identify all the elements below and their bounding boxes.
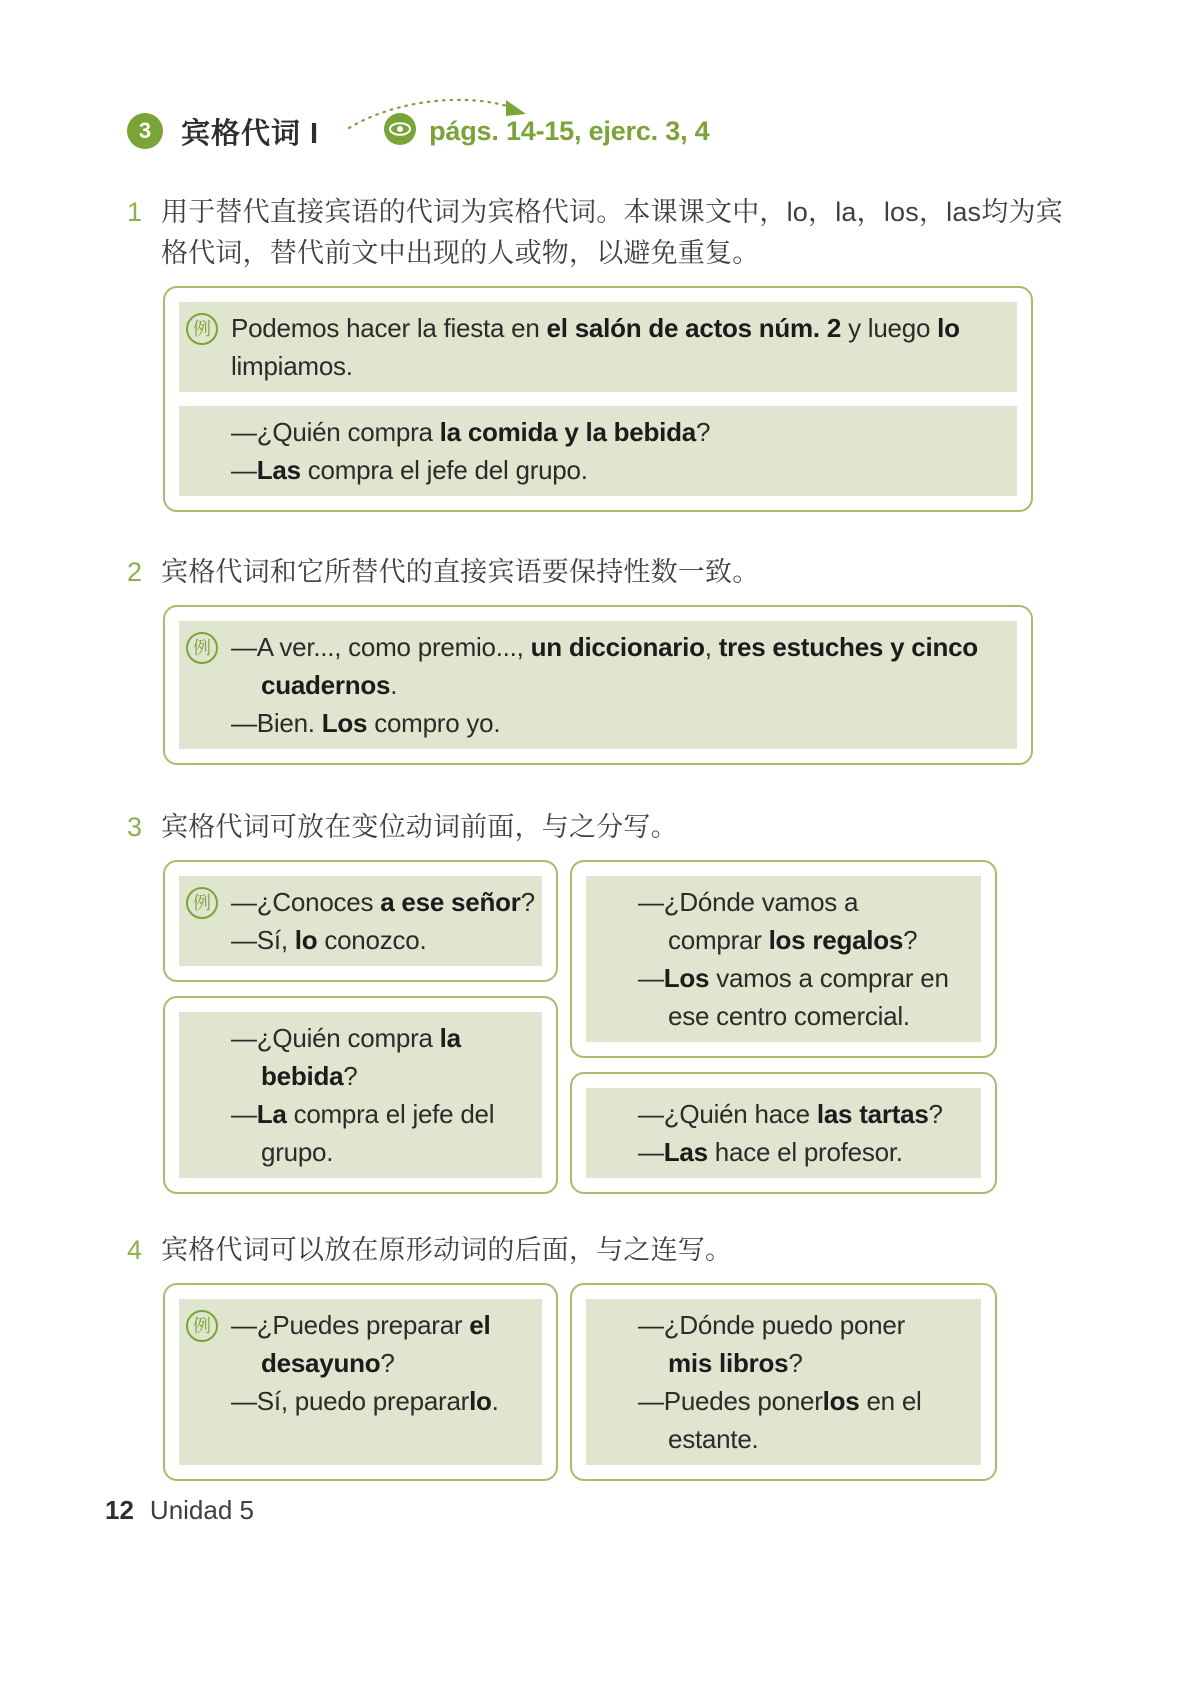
example-box-4a: [163, 1283, 558, 1481]
example-box-3a: [163, 860, 558, 982]
example-line: [668, 1344, 967, 1382]
example-block: [179, 1012, 542, 1178]
text-segment: limpiamos.: [231, 351, 353, 381]
example-block: [179, 876, 542, 966]
example-box-2: [163, 605, 1033, 765]
text-segment: —Sí, puedo preparar: [231, 1386, 470, 1416]
text-segment: estante.: [668, 1424, 759, 1454]
bold-text-segment: bebida: [261, 1061, 344, 1091]
bold-text-segment: la: [439, 1023, 461, 1053]
text-segment: en el: [859, 1386, 922, 1416]
text-segment: compra el jefe del: [286, 1099, 495, 1129]
text-segment: vamos a comprar en: [709, 963, 949, 993]
text-segment: ?: [903, 925, 918, 955]
section-4-columns: [163, 1283, 1067, 1481]
bold-text-segment: a ese señor: [380, 887, 521, 917]
example-line: [231, 883, 535, 921]
text-segment: ?: [380, 1348, 395, 1378]
bold-text-segment: tres estuches y cinco: [718, 632, 978, 662]
text-segment: ese centro comercial.: [668, 1001, 910, 1031]
page-footer: [105, 1495, 254, 1526]
example-line: [261, 1344, 528, 1382]
example-line: [231, 309, 1003, 347]
section-1-text: 用于替代直接宾语的代词为宾格代词。本课课文中，lo，la，los，las均为宾格代词，替代前文中出现的人或物，以避免重复。: [161, 197, 1063, 268]
example-line: [231, 413, 1003, 451]
example-icon: 例: [186, 632, 218, 664]
example-line: [638, 1306, 967, 1344]
bold-text-segment: desayuno: [261, 1348, 381, 1378]
example-block: [586, 1299, 981, 1465]
bold-text-segment: las tartas: [816, 1099, 929, 1129]
text-segment: —¿Quién compra: [231, 1023, 440, 1053]
section-4-heading: [127, 1230, 1067, 1271]
section-2-text: 宾格代词和它所替代的直接宾语要保持性数一致。: [161, 557, 760, 587]
example-icon: 例: [186, 1310, 218, 1342]
example-line: [638, 1133, 967, 1171]
section-3-left-column: [163, 860, 558, 1194]
example-line: [638, 1095, 967, 1133]
text-segment: —Sí,: [231, 925, 295, 955]
example-line: [231, 704, 1003, 742]
text-segment: —¿Puedes preparar: [231, 1310, 470, 1340]
text-segment: .: [390, 670, 398, 700]
text-segment: ,: [704, 632, 719, 662]
example-block: [179, 406, 1017, 496]
text-segment: ?: [520, 887, 535, 917]
example-box-3c: [570, 860, 997, 1058]
text-segment: —: [231, 455, 257, 485]
page-content: [127, 112, 1067, 1481]
bold-text-segment: el salón de actos núm. 2: [546, 313, 842, 343]
section-4-number: 4: [127, 1235, 143, 1265]
example-block: [586, 876, 981, 1042]
bold-text-segment: el: [469, 1310, 491, 1340]
example-line: [668, 997, 967, 1035]
page-reference: [383, 112, 709, 151]
example-box-3d: [570, 1072, 997, 1194]
section-1-number: 1: [127, 197, 143, 227]
example-line: [231, 1095, 528, 1133]
bold-text-segment: lo: [937, 313, 960, 343]
example-box-3b: [163, 996, 558, 1194]
text-segment: —: [231, 1099, 257, 1129]
example-line: [668, 921, 967, 959]
example-line: [638, 1382, 967, 1420]
section-3-text: 宾格代词可放在变位动词前面，与之分写。: [161, 812, 678, 842]
bold-text-segment: cuadernos: [261, 670, 391, 700]
text-segment: compra el jefe del grupo.: [300, 455, 588, 485]
section-2-number: 2: [127, 557, 143, 587]
example-line: [231, 451, 1003, 489]
unit-label: Unidad 5: [149, 1495, 254, 1525]
example-line: [638, 883, 967, 921]
example-line: [231, 1306, 528, 1344]
eye-icon: [383, 112, 417, 151]
section-number-badge: 3: [127, 113, 163, 149]
example-line: [231, 1382, 528, 1420]
bold-text-segment: lo: [469, 1386, 492, 1416]
text-segment: —¿Quién hace: [638, 1099, 817, 1129]
section-4-text: 宾格代词可以放在原形动词的后面，与之连写。: [161, 1235, 733, 1265]
example-line: [261, 1057, 528, 1095]
page-number: 12: [105, 1495, 134, 1525]
section-2-heading: [127, 552, 1067, 593]
example-block: [179, 1299, 542, 1465]
text-segment: .: [491, 1386, 499, 1416]
text-segment: ?: [695, 417, 711, 447]
example-line: [231, 347, 1003, 385]
example-line: [231, 921, 528, 959]
example-line: [261, 1133, 528, 1171]
text-segment: —A ver..., como premio...,: [231, 632, 531, 662]
bold-text-segment: la comida y la bebida: [439, 417, 696, 447]
text-segment: hace el profesor.: [707, 1137, 903, 1167]
text-segment: ?: [928, 1099, 943, 1129]
bold-text-segment: los: [822, 1386, 860, 1416]
bold-text-segment: Las: [256, 455, 301, 485]
section-3-right-column: [570, 860, 997, 1194]
bold-text-segment: mis libros: [668, 1348, 789, 1378]
text-segment: ?: [343, 1061, 358, 1091]
bold-text-segment: Las: [663, 1137, 708, 1167]
text-segment: grupo.: [261, 1137, 334, 1167]
example-block: [179, 302, 1017, 392]
example-block: [586, 1088, 981, 1178]
text-segment: Podemos hacer la fiesta en: [231, 313, 547, 343]
text-segment: compro yo.: [367, 708, 501, 738]
example-line: [231, 628, 1003, 666]
example-line: [668, 1420, 967, 1458]
bold-text-segment: los regalos: [768, 925, 904, 955]
text-segment: —: [638, 1137, 664, 1167]
bold-text-segment: lo: [294, 925, 318, 955]
text-segment: comprar: [668, 925, 769, 955]
example-line: [261, 666, 1003, 704]
section-1-heading: [127, 192, 1067, 274]
example-box-4b: [570, 1283, 997, 1481]
example-box-1: [163, 286, 1033, 512]
example-line: [638, 959, 967, 997]
reference-text: págs. 14-15, ejerc. 3, 4: [429, 115, 710, 146]
bold-text-segment: un diccionario: [530, 632, 705, 662]
text-segment: —: [638, 963, 664, 993]
text-segment: —¿Dónde vamos a: [638, 887, 859, 917]
bold-text-segment: Los: [663, 963, 710, 993]
text-segment: —¿Conoces: [231, 887, 381, 917]
section-3-number: 3: [127, 812, 143, 842]
example-icon: 例: [186, 313, 218, 345]
section-3-heading: [127, 807, 1067, 848]
text-segment: —Bien.: [231, 708, 322, 738]
bold-text-segment: La: [256, 1099, 287, 1129]
text-segment: —¿Quién compra: [231, 417, 440, 447]
section-3-columns: [163, 860, 1067, 1194]
page-title: 宾格代词 I: [181, 117, 320, 150]
example-icon: 例: [186, 887, 218, 919]
text-segment: —¿Dónde puedo poner: [638, 1310, 905, 1340]
section-header: [127, 112, 1067, 150]
example-line: [231, 1019, 528, 1057]
text-segment: ?: [788, 1348, 803, 1378]
text-segment: conozco.: [317, 925, 427, 955]
example-block: [179, 621, 1017, 749]
bold-text-segment: Los: [321, 708, 368, 738]
text-segment: y luego: [841, 313, 938, 343]
text-segment: —Puedes poner: [638, 1386, 823, 1416]
